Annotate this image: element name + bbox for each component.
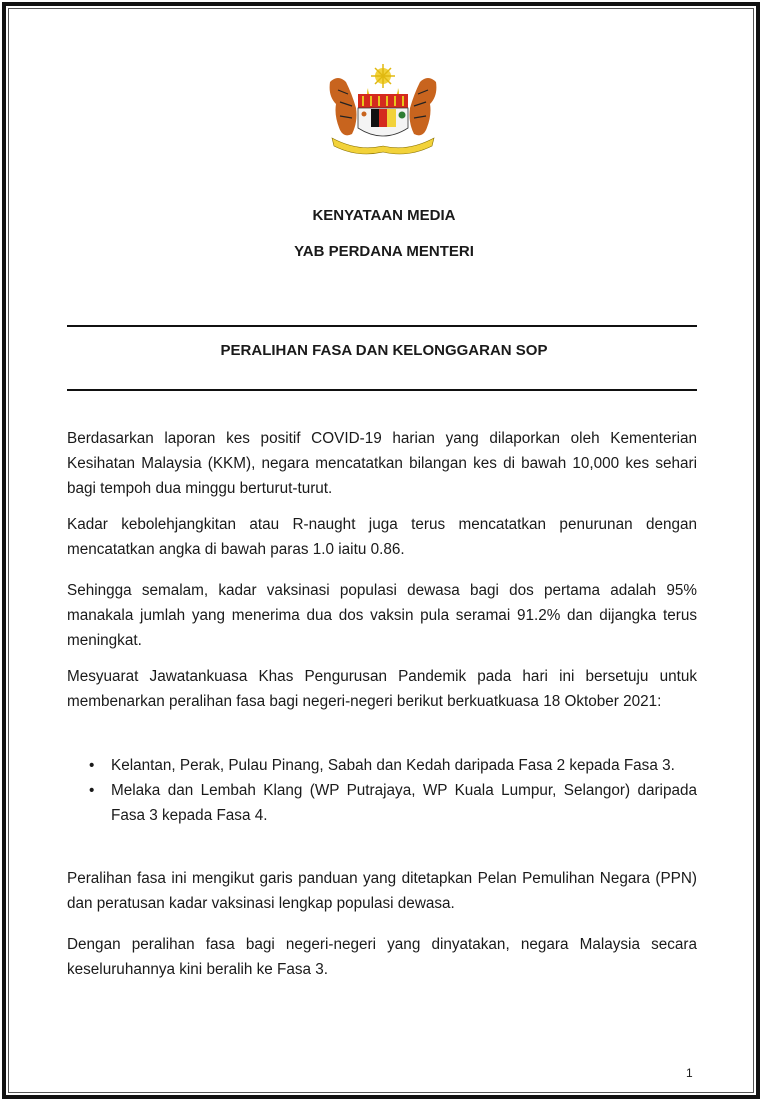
paragraph-5: Peralihan fasa ini mengikut garis panduan yang ditetapkan Pelan Pemulihan Negara (PPN) dan peratusan kadar vaksinasi lengkap populasi dewasa.: [67, 870, 697, 912]
list-item-text: Melaka dan Lembah Klang (WP Putrajaya, WP Kuala Lumpur, Selangor) daripada Fasa 3 kepada Fasa 4.: [111, 782, 697, 824]
bullet-icon: •: [89, 757, 95, 774]
paragraph-1: Berdasarkan laporan kes positif COVID-19 harian yang dilaporkan oleh Kementerian Kesihatan Malaysia (KKM), negara mencatatkan bilangan kes di bawah 10,000 kes sehari bagi tempoh dua minggu berturut-turut.: [67, 430, 697, 497]
list-item-text: Kelantan, Perak, Pulau Pinang, Sabah dan Kedah daripada Fasa 2 kepada Fasa 3.: [111, 757, 675, 774]
document-subtitle: PERALIHAN FASA DAN KELONGGARAN SOP: [220, 342, 548, 359]
coat-of-arms-icon: [318, 60, 448, 160]
paragraph-3: Sehingga semalam, kadar vaksinasi populasi dewasa bagi dos pertama adalah 95% manakala jumlah yang menerima dua dos vaksin pula seramai 91.2% dan dijangka terus meningkat.: [67, 582, 697, 649]
divider-top: [67, 325, 697, 327]
list-item: [67, 753, 697, 778]
paragraph-2: Kadar kebolehjangkitan atau R-naught juga terus mencatatkan penurunan dengan mencatatkan angka di bawah paras 1.0 iaitu 0.86.: [67, 516, 697, 558]
phase-transition-list: [67, 753, 697, 828]
bullet-icon: •: [89, 782, 95, 799]
page-number: 1: [686, 1066, 693, 1080]
document-title: KENYATAAN MEDIA: [312, 207, 456, 224]
document-issuer: YAB PERDANA MENTERI: [294, 243, 474, 260]
paragraph-4: Mesyuarat Jawatankuasa Khas Pengurusan Pandemik pada hari ini bersetuju untuk membenarkan peralihan fasa bagi negeri-negeri berikut berkuatkuasa 18 Oktober 2021:: [67, 668, 697, 710]
list-item: [67, 778, 697, 828]
paragraph-6: Dengan peralihan fasa bagi negeri-negeri yang dinyatakan, negara Malaysia secara keseluruhannya kini beralih ke Fasa 3.: [67, 936, 697, 978]
divider-bottom: [67, 389, 697, 391]
